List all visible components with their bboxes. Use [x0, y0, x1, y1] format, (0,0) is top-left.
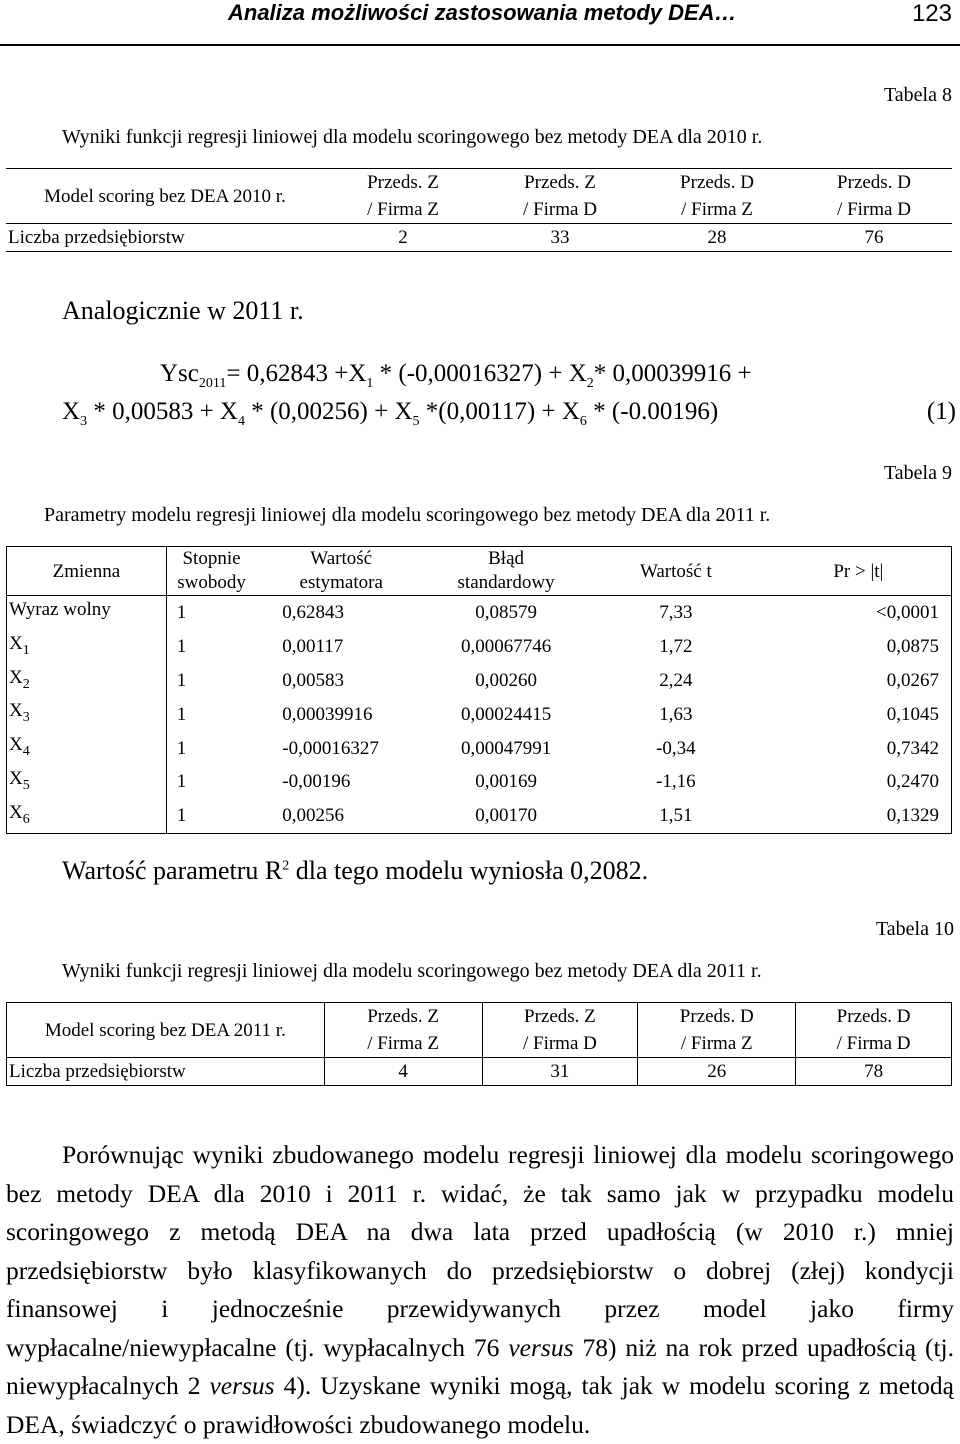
table-cell: 0,0267 — [886, 669, 939, 691]
table-cell: -0,00016327 — [282, 737, 379, 759]
table-cell: -0,00196 — [282, 771, 351, 793]
table-row-label: Liczba przedsiębiorstw — [7, 1058, 325, 1086]
table-cell: -1,16 — [656, 771, 696, 793]
table-cell: <0,0001 — [876, 602, 939, 624]
table-header-cell: Zmienna — [7, 547, 167, 596]
running-title: Analiza możliwości zastosowania metody DEA… — [228, 0, 737, 25]
variable-name: $X_1$ — [7, 630, 167, 664]
table-header-cell: Stopnie swobody — [177, 548, 246, 593]
table-row — [7, 596, 952, 630]
table-cell: 26 — [638, 1058, 796, 1086]
table-header-cell: Przeds. D / Firma Z — [638, 1003, 796, 1058]
table-cell: 0,1045 — [886, 703, 939, 725]
variable-name: Wyraz wolny — [7, 596, 167, 630]
table-cell: 1,72 — [659, 636, 693, 658]
table-cell: 0,00583 — [282, 669, 344, 691]
table-header-cell: Wartość estymatora — [299, 548, 383, 593]
table-header-cell: Model scoring bez DEA 2011 r. — [7, 1003, 325, 1058]
table-cell: 2 — [398, 227, 408, 248]
table-cell: 7,33 — [659, 602, 693, 624]
table-cell: 0,00256 — [282, 805, 344, 827]
variable-name: $X_2$ — [7, 664, 167, 698]
table-header-cell: Przeds. Z / Firma Z — [324, 1003, 482, 1058]
table-row — [7, 697, 952, 731]
variable-name: $X_6$ — [7, 799, 167, 833]
table-9-caption: Parametry modelu regresji liniowej dla modelu scoringowego bez metody DEA dla 2011 r. — [44, 504, 771, 526]
table-cell: 33 — [550, 227, 570, 248]
table-8 — [6, 168, 952, 252]
table-cell: 0,00024415 — [460, 703, 552, 725]
table-row — [7, 799, 952, 833]
page-number: 123 — [911, 0, 952, 27]
table-row — [7, 731, 952, 765]
table-cell: 31 — [482, 1058, 638, 1086]
table-header-cell: Przeds. D / Firma D — [837, 172, 911, 220]
table-cell: 0,62843 — [282, 602, 344, 624]
table-cell: 0,2470 — [886, 771, 939, 793]
equation-number: (1) — [926, 398, 956, 425]
table-9-label: Tabela 9 — [883, 462, 952, 484]
table-cell: 0,08579 — [475, 602, 537, 624]
table-header-cell: Przeds. D / Firma D — [836, 1006, 911, 1054]
r2-statement: Wartość parametru $R^2$ dla tego modelu wyniosła 0,2082. — [62, 856, 649, 885]
body-text: Analogicznie w 2011 r. — [62, 296, 304, 325]
table-cell: 0,00170 — [475, 805, 537, 827]
table-row — [7, 765, 952, 799]
table-cell: 1 — [176, 669, 187, 691]
table-cell: 0,00169 — [475, 771, 537, 793]
table-cell: 28 — [707, 227, 727, 248]
table-8-caption: Wyniki funkcji regresji liniowej dla modelu scoringowego bez metody DEA dla 2010 r. — [62, 126, 763, 148]
formula-line-1: $Ysc_{2011}= 0,62843 +X_1 * (-0,00016327) + X_2*$ 0,00039916 + — [160, 360, 752, 391]
table-cell: 0,00260 — [475, 669, 537, 691]
table-cell: 1 — [176, 602, 187, 624]
table-header-cell: Przeds. Z / Firma D — [482, 1003, 638, 1058]
table-cell: 1 — [176, 737, 187, 759]
table-cell: 2,24 — [659, 669, 693, 691]
variable-name: $X_5$ — [7, 765, 167, 799]
table-10-label: Tabela 10 — [875, 918, 954, 940]
table-cell: 0,1329 — [886, 805, 939, 827]
formula-line-2: $X_3 * 0,00583 + X_4 * (0,00256) + X_5$ $*(0,00117) + X_6 * (-0.00196)$ — [62, 398, 719, 429]
table-cell: 0,00117 — [282, 636, 344, 658]
table-cell: 4 — [324, 1058, 482, 1086]
table-row — [7, 664, 952, 698]
table-cell: 0,7342 — [886, 737, 939, 759]
table-cell: 0,00067746 — [460, 636, 552, 658]
table-cell: 1,51 — [659, 805, 693, 827]
table-cell: 0,00039916 — [282, 703, 373, 725]
table-cell: 78 — [864, 1061, 884, 1082]
variable-name: $X_3$ — [7, 697, 167, 731]
table-9 — [6, 546, 952, 834]
body-paragraph: Porównując wyniki zbudowanego modelu regresji liniowej dla modelu scoringowego bez metody DEA dla 2010 i 2011 r. widać, że tak samo jak w przypadku modelu scoringowego z metodą DEA na dwa lata przed upadłością (w 2010 r.) mniej przedsiębiorstw było klasyfikowanych do przedsiębiorstw o dobrej (złej) kondycji finansowej i jednocześnie przewidywanych przez model jako firmy wypłacalne/niewypłacalne (tj. wypłacalnych 76 versus 78) niż na rok przed upadłością (tj. niewypłacalnych 2 versus 4). Uzyskane wyniki mogą, tak jak w modelu scoring z metodą DEA, świadczyć o prawidłowości zbudowanego modelu. — [6, 1140, 954, 1439]
table-header-cell: Przeds. D / Firma Z — [680, 172, 754, 220]
table-8-label: Tabela 8 — [883, 84, 952, 106]
table-10 — [6, 1002, 952, 1086]
table-header-cell: Przeds. Z / Firma Z — [367, 172, 439, 220]
table-header-cell: Wartość t — [639, 560, 712, 582]
table-header-cell: Model scoring bez DEA 2010 r. — [44, 185, 286, 207]
table-header-cell: Błąd standardowy — [457, 548, 555, 593]
table-cell: 1,63 — [659, 703, 693, 725]
table-cell: 1 — [176, 771, 187, 793]
table-header-cell: Pr > |t| — [833, 560, 884, 582]
table-cell: 1 — [176, 703, 187, 725]
table-row — [7, 630, 952, 664]
table-cell: 0,0875 — [886, 636, 939, 658]
table-cell: 1 — [176, 805, 187, 827]
table-cell: -0,34 — [656, 737, 696, 759]
table-10-caption: Wyniki funkcji regresji liniowej dla modelu scoringowego bez metody DEA dla 2011 r. — [62, 960, 762, 982]
table-cell: 0,00047991 — [460, 737, 552, 759]
table-header-cell: Przeds. Z / Firma D — [523, 172, 597, 220]
table-cell: 1 — [176, 636, 187, 658]
table-cell: 76 — [864, 227, 884, 248]
page-header — [0, 0, 960, 46]
variable-name: $X_4$ — [7, 731, 167, 765]
table-row-label: Liczba przedsiębiorstw — [8, 227, 185, 248]
